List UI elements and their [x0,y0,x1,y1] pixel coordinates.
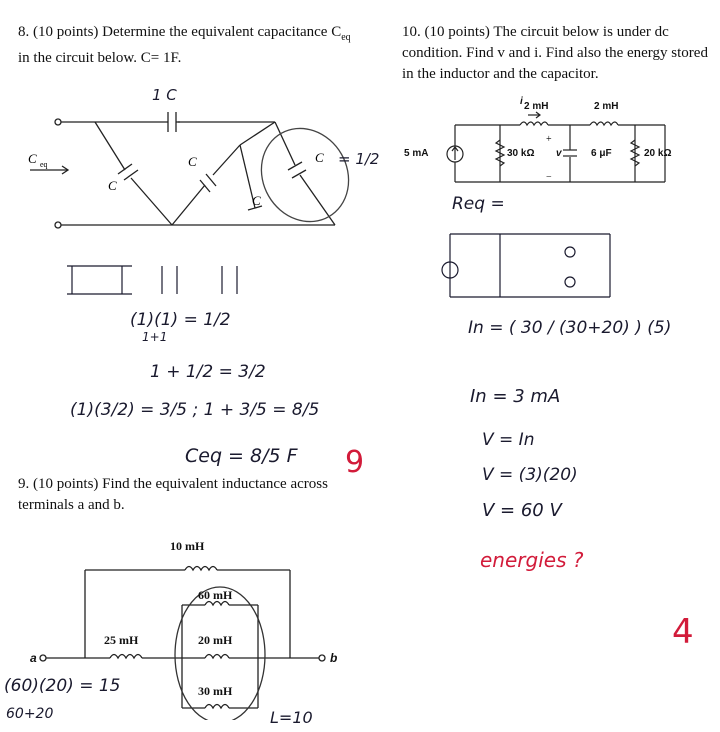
p10-l2: 2 mH [594,101,619,112]
cap-label-left: C [108,178,117,193]
l20-label: 20 mH [198,633,233,647]
p8-work1: (1)(1) = 1/2 [130,310,231,330]
problem10-header: 10. (10 points) The circuit below is under dc condition. Find v and i. Find also the energy stored in the inductor and the capacitor. [402,24,708,82]
l30-label: 30 mH [198,684,233,698]
p10-grade: 4 [672,612,694,652]
p10-cap: 6 μF [591,148,612,159]
p10-v3: V = 60 V [482,500,562,521]
svg-text:+: + [546,134,552,145]
p8-grade: 9 [345,445,365,480]
cap-label-low: C [252,193,261,208]
p10-in-eq: In = ( 30 / (30+20) ) (5) [468,318,672,338]
l25-label: 25 mH [104,633,139,647]
l-top-label: 10 mH [170,539,205,553]
problem8-hand-sketch [62,254,292,304]
cap-label-mid: C [188,154,197,169]
p10-req: Req = [452,194,505,214]
p10-src: 5 mA [404,148,429,159]
hand-top-c: 1 C [152,86,177,104]
ceq-sub: eq [40,160,48,169]
terminal-b: b [330,651,338,665]
p9-result: L=10 [270,708,313,727]
p10-v: v [556,148,562,159]
p10-v2: V = (3)(20) [482,465,578,485]
p8-work1-den: 1+1 [142,330,168,344]
p9-work-den: 60+20 [6,706,54,722]
p9-work: (60)(20) = 15 [4,676,121,696]
p10-energy: energies ? [480,548,584,572]
p10-in-res: In = 3 mA [470,386,561,407]
hand-half: = 1/2 [338,150,380,168]
p10-r20: 20 kΩ [644,148,672,159]
p8-result: Ceq = 8/5 F [185,445,298,467]
p10-l1: 2 mH [524,101,549,112]
p8-work3: (1)(3/2) = 3/5 ; 1 + 3/5 = 8/5 [70,400,320,420]
ceq-label: C [28,151,37,166]
problem9-header: 9. (10 points) Find the equivalent inductance across terminals a and b. [18,476,328,513]
p10-r30: 30 kΩ [507,148,535,159]
terminal-a: a [30,651,37,665]
p10-v1: V = In [482,430,535,450]
p10-i: i [520,96,523,107]
p8-work2: 1 + 1/2 = 3/2 [150,362,266,382]
problem10-hand-sketch [420,222,650,302]
svg-text:−: − [546,172,552,183]
cap-label-right: C [315,150,324,165]
problem8-header: 8. (10 points) Determine the equivalent capacitance $C_{eq}$ in the circuit below. C= 1F. [18,24,351,66]
l60-label: 60 mH [198,588,233,602]
